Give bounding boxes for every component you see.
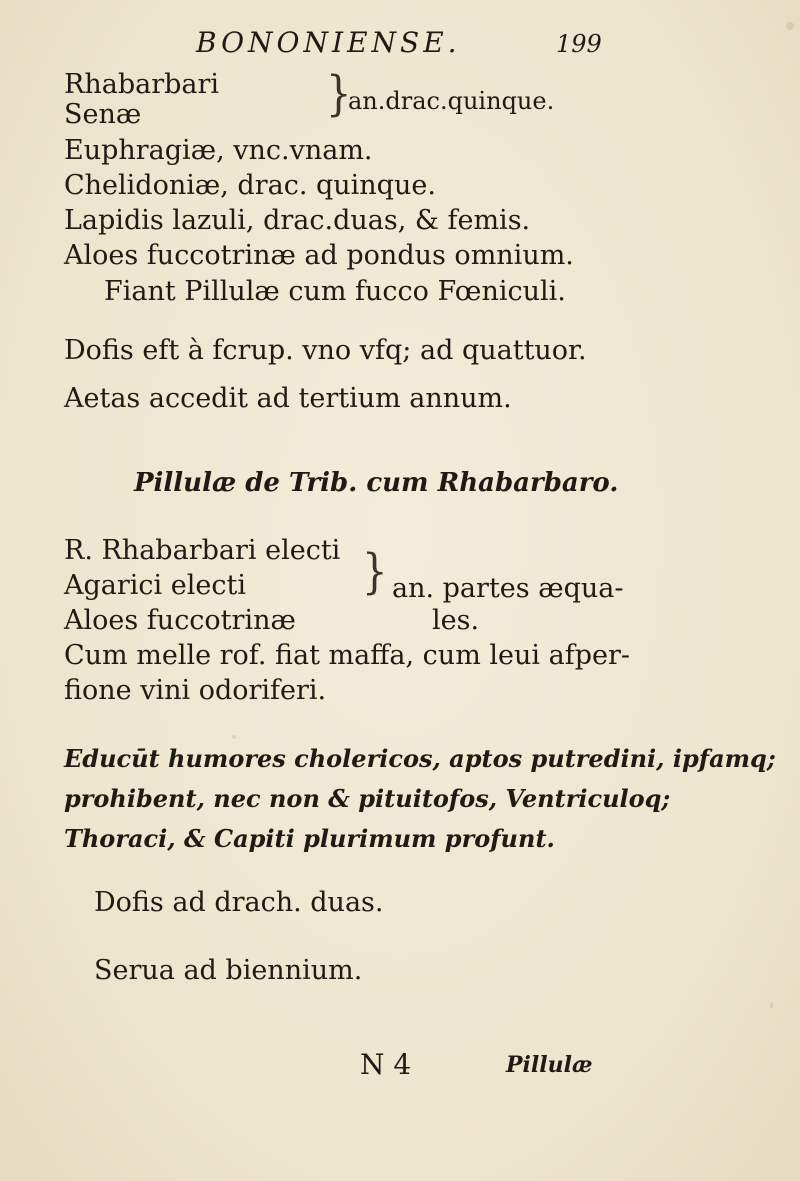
- recipe-heading: Pillulæ de Trib. cum Rhabarbaro.: [134, 468, 619, 498]
- running-header: BONONIENSE.: [196, 26, 461, 59]
- paper-stain: [770, 1002, 773, 1008]
- dose-line: Dofis ad drach. duas.: [94, 887, 384, 918]
- page-number: 199: [556, 30, 602, 58]
- brace-icon: }: [326, 66, 352, 122]
- effect-line-1: Educūt humores cholericos, aptos putredini, ipfamq;: [64, 744, 776, 773]
- ingredient-aloes-succotrinae: Aloes fuccotrinæ: [64, 605, 296, 636]
- ingredient-aloes: Aloes fuccotrinæ ad pondus omnium.: [64, 240, 574, 271]
- bracket-quantity: an. partes æqua-: [392, 573, 624, 604]
- ingredient-agarici-electi: Agarici electi: [64, 570, 246, 601]
- ingredient-senae: Senæ: [64, 99, 142, 130]
- bracket-quantity: an.drac.quinque.: [348, 87, 555, 115]
- ingredient-euphragiae: Euphragiæ, vnc.vnam.: [64, 135, 373, 166]
- ingredient-chelidoniae: Chelidoniæ, drac. quinque.: [64, 170, 436, 201]
- keeping-line: Serua ad biennium.: [94, 955, 363, 986]
- catchword: Pillulæ: [506, 1052, 593, 1078]
- effect-line-2: prohibent, nec non & pituitofos, Ventriculoq;: [64, 784, 671, 813]
- dose-line: Dofis eft à fcrup. vno vfq; ad quattuor.: [64, 335, 587, 366]
- paper-stain: [786, 22, 794, 30]
- age-line: Aetas accedit ad tertium annum.: [64, 383, 512, 414]
- brace-icon: }: [362, 544, 388, 600]
- signature-mark: N 4: [360, 1048, 412, 1081]
- ingredient-lapis-lazuli: Lapidis lazuli, drac.duas, & femis.: [64, 205, 531, 236]
- preparation-line: Fiant Pillulæ cum fucco Fœniculi.: [104, 276, 566, 307]
- bracket-quantity-continued: les.: [432, 605, 480, 636]
- ingredient-rhabarbari: Rhabarbari: [64, 69, 220, 100]
- ingredient-rhabarbari-electi: R. Rhabarbari electi: [64, 535, 341, 566]
- paper-stain: [232, 735, 236, 739]
- effect-line-3: Thoraci, & Capiti plurimum profunt.: [64, 824, 555, 853]
- preparation-line: Cum melle rof. fiat maffa, cum leui afper-: [64, 640, 630, 671]
- preparation-line-continued: fione vini odoriferi.: [64, 675, 327, 706]
